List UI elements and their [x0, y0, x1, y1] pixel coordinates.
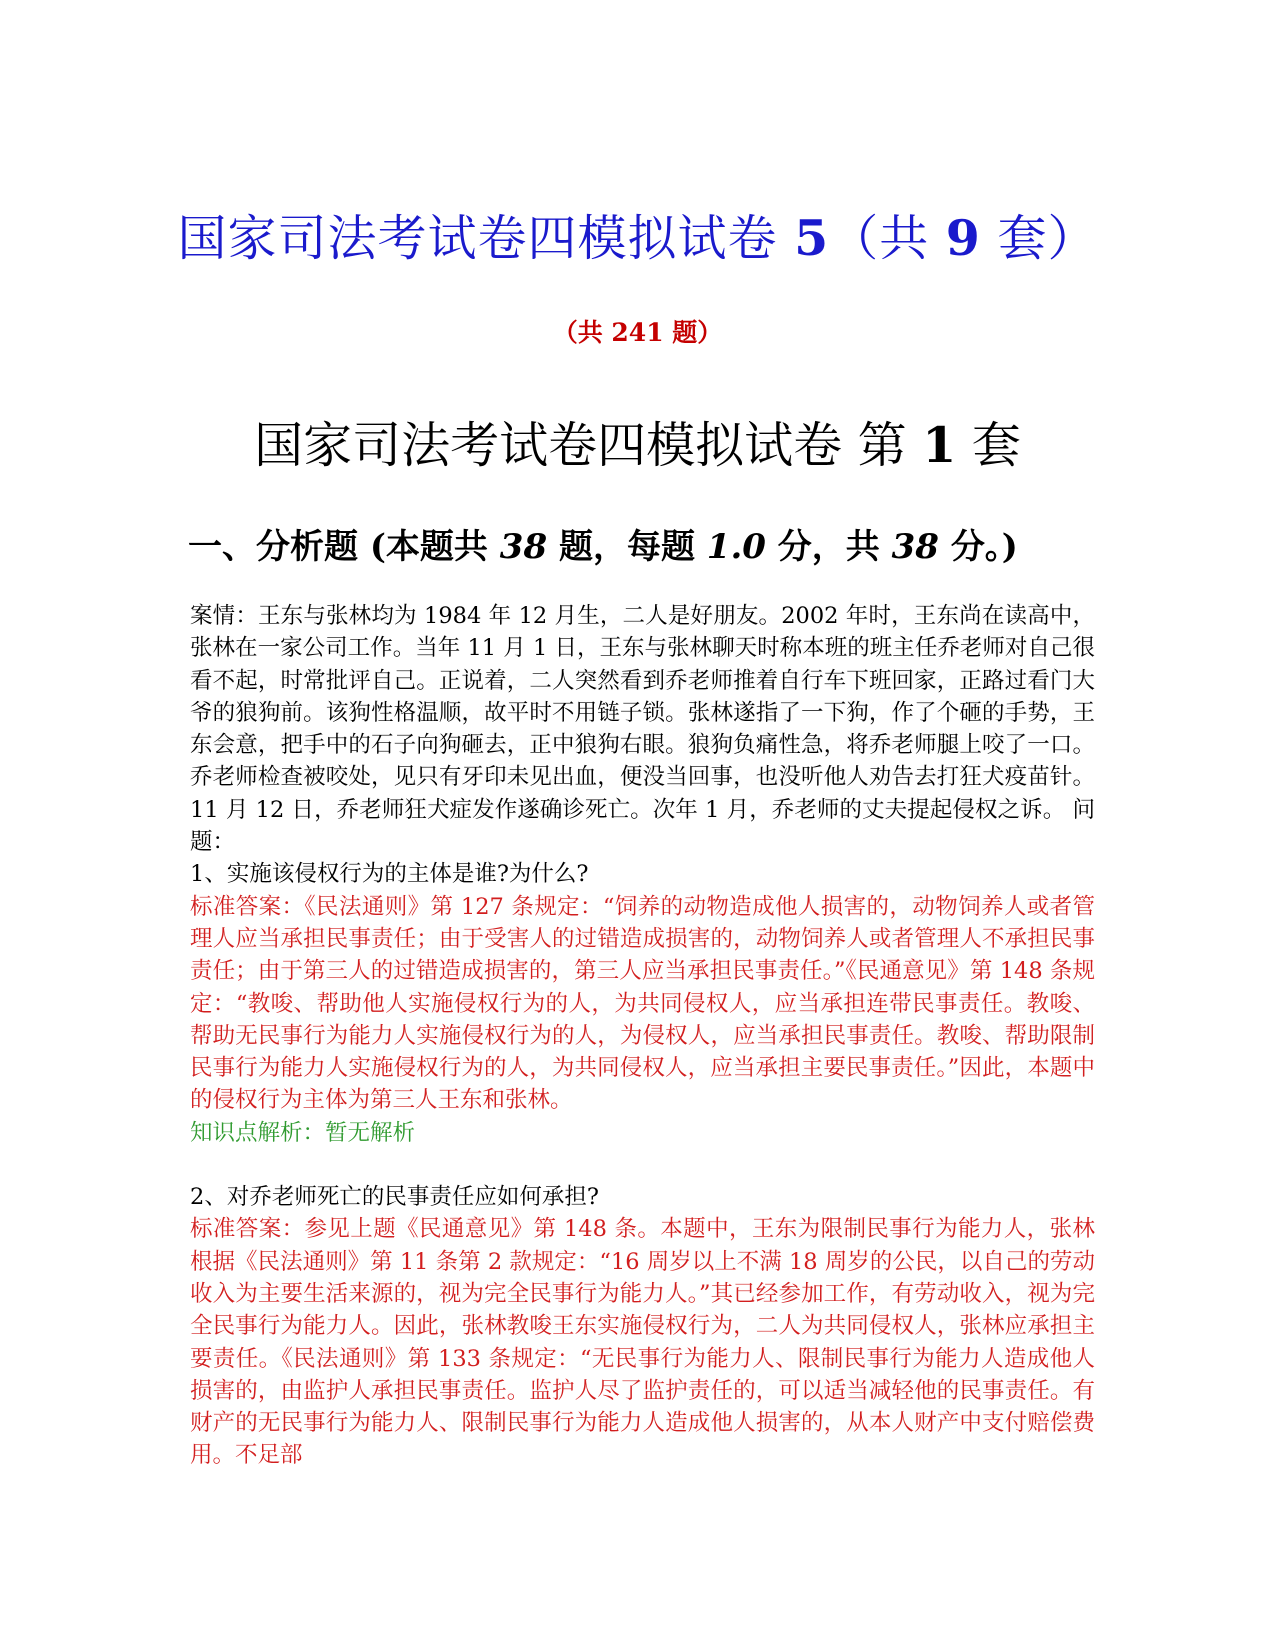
section-mid2: 分，共 — [777, 527, 880, 567]
answer-2: 标准答案：参见上题《民通意见》第 148 条。本题中，王东为限制民事行为能力人，张林根据《民法通则》第 11 条第 2 款规定：“16 周岁以上不满 18 周岁的公民，以自己的劳动收入为主要生活来源的，视为完全民事行为能力人。”其已经参加工作，有劳动收入，视为完全民事行为能力人。因此，张林教唆王东实施侵权行为，二人为共同侵权人，张林应承担主要责任。《民法通则》第 133 条规定：“无民事行为能力人、限制民事行为能力人造成他人损害的，由监护人承担民事责任。监护人尽了监护责任的，可以适当减轻他的民事责任。有财产的无民事行为能力人、限制民事行为能力人造成他人损害的，从本人财产中支付赔偿费用。不足部 — [190, 1216, 1095, 1469]
content-body — [190, 600, 1095, 1472]
question-2: 2、对乔老师死亡的民事责任应如何承担? — [190, 1184, 599, 1211]
document-title — [0, 200, 1275, 270]
answer-1: 标准答案：《民法通则》第 127 条规定：“饲养的动物造成他人损害的，动物饲养人或者管理人应当承担民事责任；由于受害人的过错造成损害的，动物饲养人或者管理人不承担民事责任；由于第三人的过错造成损害的，第三人应当承担民事责任。”《民通意见》第 148 条规定：“教唆、帮助他人实施侵权行为的人，为共同侵权人，应当承担连带民事责任。教唆、帮助无民事行为能力人实施侵权行为的人，为侵权人，应当承担民事责任。教唆、帮助限制民事行为能力人实施侵权行为的人，为共同侵权人，应当承担主要民事责任。”因此，本题中的侵权行为主体为第三人王东和张林。 — [190, 893, 1095, 1114]
knowledge-1: 知识点解析：暂无解析 — [190, 1119, 416, 1146]
section-heading — [188, 519, 1018, 568]
question-count: （共 241 题） — [552, 318, 723, 347]
title-number: 5 — [794, 209, 830, 267]
section-count: 38 — [499, 527, 548, 567]
set-title-prefix: 国家司法考试卷四模拟试卷 第 — [254, 417, 907, 474]
spacer — [190, 1149, 1095, 1181]
title-prefix: 国家司法考试卷四模拟试卷 — [177, 210, 778, 267]
section-score: 1.0 — [706, 527, 766, 567]
case-text: 案情：王东与张林均为 1984 年 12 月生，二人是好朋友。2002 年时，王东尚在读高中，张林在一家公司工作。当年 11 月 1 日，王东与张林聊天时称本班的班主任乔老师对自己很看不起，时常批评自己。正说着，二人突然看到乔老师推着自行车下班回家，正路过看门大爷的狼狗前。该狗性格温顺，故平时不用链子锁。张林遂指了一下狗，作了个砸的手势，王东会意，把手中的石子向狗砸去，正中狼狗右眼。狼狗负痛性急，将乔老师腿上咬了一口。乔老师检查被咬处，见只有牙印未见出血，便没当回事，也没听他人劝告去打狂犬疫苗针。11 月 12 日，乔老师狂犬症发作遂确诊死亡。次年 1 月，乔老师的丈夫提起侵权之诉。 问题： — [190, 603, 1095, 856]
title-suffix-a: （共 — [829, 210, 930, 267]
set-title-number: 1 — [922, 416, 957, 474]
section-total: 38 — [891, 527, 939, 567]
title-sets: 9 — [945, 209, 981, 267]
section-mid1: 题，每题 — [558, 527, 695, 567]
section-prefix: 一、分析题 (本题共 — [188, 527, 488, 567]
section-suffix: 分。) — [950, 527, 1018, 567]
set-title — [0, 407, 1275, 477]
set-title-suffix: 套 — [971, 417, 1021, 474]
title-suffix-b: 套） — [997, 210, 1098, 267]
question-1: 1、实施该侵权行为的主体是谁?为什么? — [190, 861, 589, 888]
